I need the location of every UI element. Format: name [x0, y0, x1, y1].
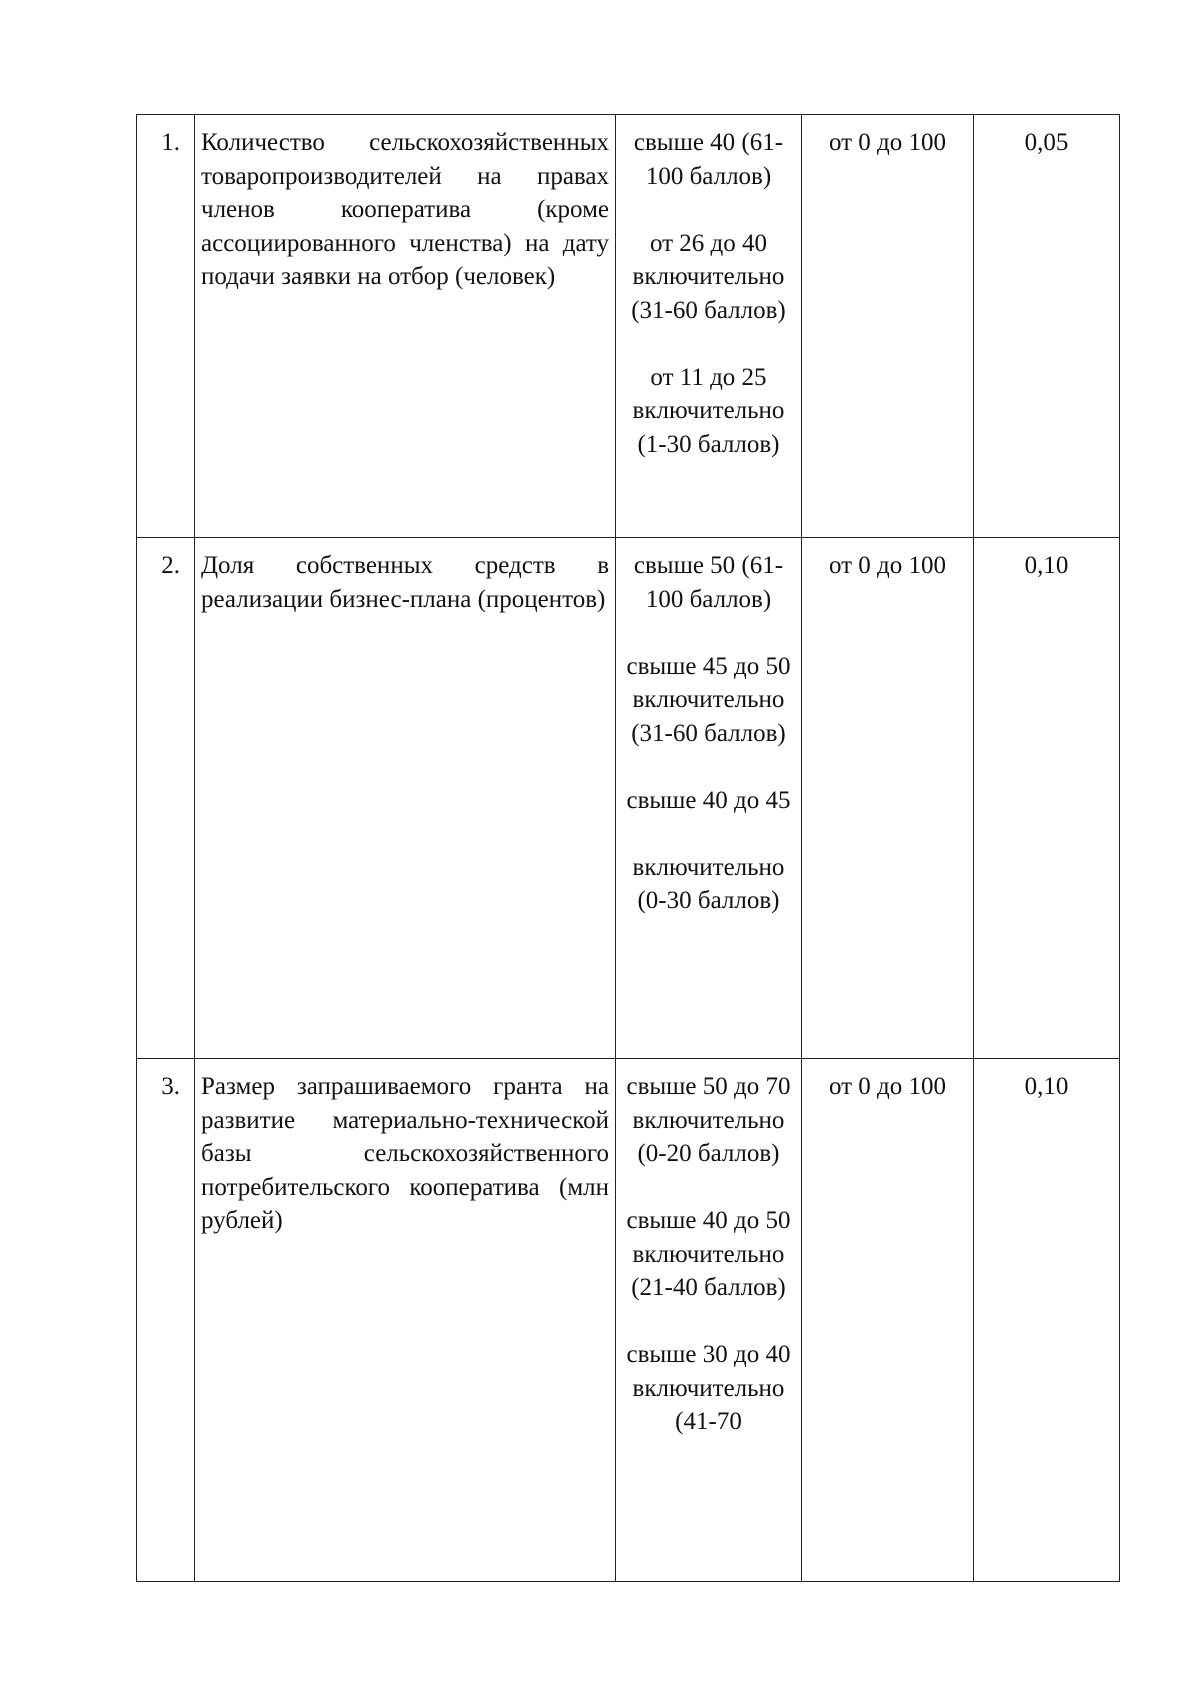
scoring-criteria [616, 1059, 802, 1582]
table-row [137, 538, 1120, 1059]
criteria-item: от 11 до 25 включительно (1-30 баллов) [632, 363, 785, 458]
scoring-criteria [616, 538, 802, 1059]
indicator-description: Количество сельскохозяйственных товаропроизводителей на правах членов кооператива (кроме ассоциированного членства) на дату подачи заявки на отбор (человек) [195, 115, 616, 538]
criteria-item: свыше 50 (61-100 баллов) [633, 552, 784, 613]
table-row [137, 1059, 1120, 1582]
table-row [137, 115, 1120, 538]
score-range: от 0 до 100 [802, 1059, 974, 1582]
criteria-item: свыше 40 до 45 [626, 786, 791, 814]
weight-coefficient: 0,05 [974, 115, 1120, 538]
indicator-description: Размер запрашиваемого гранта на развитие материально-технической базы сельскохозяйственного потребительского кооператива (млн рублей) [195, 1059, 616, 1582]
weight-coefficient: 0,10 [974, 538, 1120, 1059]
scoring-criteria [616, 115, 802, 538]
criteria-item: свыше 30 до 40 включительно (41-70 [626, 1341, 791, 1435]
criteria-item: от 26 до 40 включительно (31-60 баллов) [631, 229, 786, 324]
score-range: от 0 до 100 [802, 115, 974, 538]
criteria-item: свыше 45 до 50 включительно (31-60 баллов) [626, 652, 791, 747]
row-number: 2. [137, 538, 195, 1059]
criteria-item: свыше 40 до 50 включительно (21-40 баллов) [626, 1207, 791, 1301]
score-range: от 0 до 100 [802, 538, 974, 1059]
weight-coefficient: 0,10 [974, 1059, 1120, 1582]
row-number: 1. [137, 115, 195, 538]
criteria-table [136, 114, 1120, 1582]
criteria-item: свыше 40 (61-100 баллов) [633, 129, 784, 190]
criteria-item: свыше 50 до 70 включительно (0-20 баллов) [626, 1073, 791, 1167]
indicator-description: Доля собственных средств в реализации бизнес-плана (процентов) [195, 538, 616, 1059]
criteria-item: включительно (0-30 баллов) [632, 853, 785, 914]
row-number: 3. [137, 1059, 195, 1582]
